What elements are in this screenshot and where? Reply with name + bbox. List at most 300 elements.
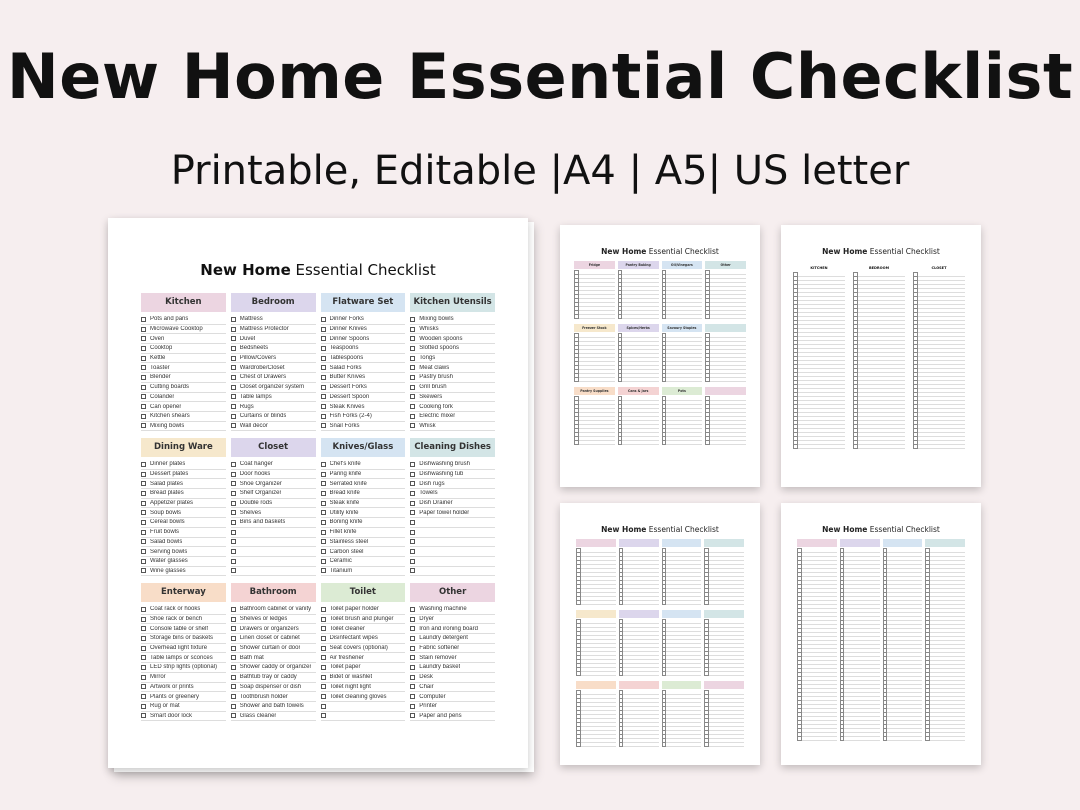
item-label: Carbon steel — [329, 548, 364, 555]
category-header: Toilet — [321, 583, 406, 602]
checkbox[interactable] — [231, 626, 236, 631]
checkbox[interactable] — [231, 491, 236, 496]
checkbox[interactable] — [141, 636, 146, 641]
checklist-item — [321, 508, 406, 518]
checkbox[interactable] — [321, 568, 326, 573]
checkbox[interactable] — [231, 327, 236, 332]
checklist-item — [321, 479, 406, 489]
item-label: Cereal bowls — [150, 519, 185, 526]
checklist-item — [321, 683, 406, 693]
checkbox[interactable] — [410, 501, 415, 506]
checkbox[interactable] — [321, 646, 326, 651]
checklist-item — [321, 692, 406, 702]
thumbnail-section-header — [619, 539, 659, 547]
category-column — [231, 583, 316, 719]
checkbox[interactable] — [231, 617, 236, 622]
item-label: Steak Knives — [329, 403, 365, 410]
checkbox[interactable] — [410, 336, 415, 341]
checkbox[interactable] — [141, 404, 146, 409]
checklist-item — [410, 470, 495, 480]
checkbox[interactable] — [231, 472, 236, 477]
checkbox[interactable] — [141, 626, 146, 631]
checkbox[interactable] — [410, 346, 415, 351]
checkbox[interactable] — [410, 626, 415, 631]
category-column — [321, 293, 406, 429]
checkbox[interactable] — [321, 684, 326, 689]
checkbox[interactable] — [321, 327, 326, 332]
thumbnail-section — [925, 539, 965, 741]
checkbox[interactable] — [141, 501, 146, 506]
category-header: Flatware Set — [321, 293, 406, 312]
item-label: Kettle — [150, 355, 166, 362]
item-label: Chair — [419, 683, 434, 690]
checkbox[interactable] — [321, 501, 326, 506]
checkbox[interactable] — [410, 491, 415, 496]
checkbox[interactable] — [231, 462, 236, 467]
checkbox[interactable] — [321, 356, 326, 361]
item-label: Chest of Drawers — [239, 374, 287, 381]
checkbox[interactable] — [410, 704, 415, 709]
thumbnail-section-header — [797, 539, 837, 547]
checkbox[interactable] — [410, 675, 415, 680]
checkbox[interactable] — [231, 646, 236, 651]
checkbox[interactable] — [321, 665, 326, 670]
category-column — [321, 583, 406, 714]
checkbox[interactable] — [141, 336, 146, 341]
thumbnail-section — [704, 610, 744, 676]
item-label: Grill brush — [419, 384, 447, 391]
thumbnail-line — [619, 743, 659, 747]
checkbox[interactable] — [231, 346, 236, 351]
checkbox[interactable] — [141, 394, 146, 399]
thumbnail-section-header: Pantry Supplies — [574, 387, 615, 395]
checkbox[interactable] — [231, 636, 236, 641]
checklist-item — [231, 373, 316, 383]
checkbox[interactable] — [321, 404, 326, 409]
checklist-item — [141, 508, 226, 518]
item-label: Plants or greenery — [150, 693, 200, 700]
checkbox[interactable] — [231, 404, 236, 409]
item-label: Drawers or organizers — [239, 625, 299, 632]
checkbox[interactable] — [321, 510, 326, 515]
checklist-item — [141, 315, 226, 325]
checkbox[interactable] — [321, 636, 326, 641]
checklist-item — [231, 683, 316, 693]
checkbox[interactable] — [321, 336, 326, 341]
checkbox[interactable] — [141, 481, 146, 486]
thumbnail-line — [704, 601, 744, 605]
checklist-item — [321, 702, 406, 712]
checklist-item — [141, 547, 226, 557]
checkbox[interactable] — [410, 404, 415, 409]
checklist-item — [141, 702, 226, 712]
item-label: Salad plates — [150, 480, 184, 487]
checkbox[interactable] — [321, 694, 326, 699]
thumbnail-section — [619, 539, 659, 605]
checkbox[interactable] — [231, 704, 236, 709]
thumbnail-section-header — [576, 539, 616, 547]
thumbnail-grid — [574, 261, 746, 450]
checklist-item — [321, 402, 406, 412]
item-label: Tablespoons — [329, 355, 364, 362]
checklist-item — [141, 363, 226, 373]
checkbox[interactable] — [231, 414, 236, 419]
checkbox[interactable] — [410, 394, 415, 399]
category-item-list — [141, 315, 226, 431]
checkbox[interactable] — [231, 694, 236, 699]
checklist-item — [410, 354, 495, 364]
thumbnail-section — [618, 324, 659, 382]
checkbox[interactable] — [141, 491, 146, 496]
thumbnail-section-header: Pots — [662, 387, 703, 395]
checklist-item — [321, 383, 406, 393]
checklist-item — [141, 653, 226, 663]
checkbox[interactable] — [410, 317, 415, 322]
checkbox[interactable] — [321, 559, 326, 564]
checkbox[interactable] — [410, 414, 415, 419]
checkbox[interactable] — [141, 462, 146, 467]
checkbox[interactable] — [141, 327, 146, 332]
item-label: Seat covers (optional) — [329, 645, 388, 652]
checkbox[interactable] — [231, 684, 236, 689]
thumbnail-blank-long-grid — [797, 539, 965, 741]
sheet-title-bold: New Home — [200, 261, 291, 279]
checklist-item — [321, 673, 406, 683]
thumbnail-line — [618, 378, 659, 382]
checkbox[interactable] — [321, 675, 326, 680]
checkbox[interactable] — [321, 375, 326, 380]
checkbox[interactable] — [141, 520, 146, 525]
item-label: Table lamps or sconces — [150, 654, 213, 661]
checklist-item — [410, 644, 495, 654]
checklist-item — [141, 460, 226, 470]
checkbox[interactable] — [410, 520, 415, 525]
checkbox[interactable] — [321, 346, 326, 351]
checklist-item — [141, 470, 226, 480]
thumbnail-section — [619, 681, 659, 747]
checkbox[interactable] — [410, 559, 415, 564]
checklist-item — [321, 624, 406, 634]
checklist-item — [410, 528, 495, 538]
item-label: Rug or mat — [150, 703, 180, 710]
thumbnail-room-grid — [793, 261, 969, 481]
checkbox[interactable] — [141, 539, 146, 544]
checkbox[interactable] — [231, 607, 236, 612]
checkbox[interactable] — [141, 423, 146, 428]
checkbox[interactable] — [231, 423, 236, 428]
checkbox[interactable] — [141, 385, 146, 390]
item-label: Snail Forks — [329, 422, 360, 429]
checkbox[interactable] — [321, 317, 326, 322]
item-label: Soap dispenser or dish — [239, 683, 302, 690]
checklist-item — [231, 528, 316, 538]
item-label: Whisk — [419, 422, 436, 429]
checkbox[interactable] — [410, 646, 415, 651]
checkbox[interactable] — [231, 394, 236, 399]
checkbox[interactable] — [141, 713, 146, 718]
category-header: Bathroom — [231, 583, 316, 602]
thumbnail-section-header — [704, 681, 744, 689]
checkbox[interactable] — [141, 655, 146, 660]
thumbnail-section — [662, 539, 702, 605]
item-label: Serrated knife — [329, 480, 367, 487]
thumbnail-room-column — [913, 261, 965, 449]
item-label: Curtains or blinds — [239, 413, 287, 420]
item-label: Titanium — [329, 567, 353, 574]
checkbox[interactable] — [410, 549, 415, 554]
item-label: Water glasses — [150, 558, 188, 565]
checkbox[interactable] — [410, 327, 415, 332]
thumbnail-section — [840, 539, 880, 741]
thumbnail-section-header: Cans & Jars — [618, 387, 659, 395]
checkbox[interactable] — [410, 423, 415, 428]
checkbox[interactable] — [410, 365, 415, 370]
item-label: Utility knife — [329, 509, 359, 516]
item-label: Shower and bath towels — [239, 703, 304, 710]
checklist-item — [410, 683, 495, 693]
checklist-item — [141, 673, 226, 683]
checkbox[interactable] — [141, 665, 146, 670]
thumbnail-line — [913, 445, 965, 449]
thumbnail-section-header — [883, 539, 923, 547]
checkbox[interactable] — [141, 646, 146, 651]
checkbox[interactable] — [231, 539, 236, 544]
item-label: Steak knife — [329, 500, 360, 507]
checklist-item — [410, 422, 495, 432]
item-label: Fabric softener — [419, 645, 460, 652]
checklist-item — [410, 634, 495, 644]
checkbox[interactable] — [231, 713, 236, 718]
checkbox[interactable] — [231, 655, 236, 660]
checkbox[interactable] — [231, 365, 236, 370]
checkbox[interactable] — [321, 472, 326, 477]
checklist-item — [410, 334, 495, 344]
checkbox[interactable] — [141, 365, 146, 370]
checkbox[interactable] — [231, 530, 236, 535]
checkbox[interactable] — [410, 472, 415, 477]
checkbox[interactable] — [141, 510, 146, 515]
checkbox[interactable] — [410, 481, 415, 486]
category-item-list — [410, 605, 495, 721]
checkbox[interactable] — [321, 549, 326, 554]
item-label: Appetizer plates — [150, 500, 194, 507]
checkbox[interactable] — [321, 462, 326, 467]
checklist-item — [410, 547, 495, 557]
checkbox[interactable] — [141, 704, 146, 709]
thumbnail-line — [704, 672, 744, 676]
checklist-item — [321, 412, 406, 422]
category-item-list — [141, 460, 226, 576]
checkbox[interactable] — [321, 655, 326, 660]
checkbox[interactable] — [321, 704, 326, 709]
checkbox[interactable] — [231, 336, 236, 341]
checklist-item — [410, 624, 495, 634]
checklist-item — [141, 393, 226, 403]
item-label: Dish rugs — [419, 480, 445, 487]
checkbox[interactable] — [231, 356, 236, 361]
sheet-title-rest: Essential Checklist — [290, 261, 436, 279]
category-column — [410, 583, 495, 719]
item-label: Printer — [419, 703, 437, 710]
thumbnail-section — [574, 324, 615, 382]
checkbox[interactable] — [141, 684, 146, 689]
checkbox[interactable] — [410, 617, 415, 622]
checklist-item — [231, 412, 316, 422]
checklist-item — [231, 354, 316, 364]
checklist-item — [410, 712, 495, 722]
checklist-item — [321, 470, 406, 480]
checkbox[interactable] — [231, 481, 236, 486]
checkbox[interactable] — [141, 617, 146, 622]
checkbox[interactable] — [410, 539, 415, 544]
thumbnail-section-header — [705, 387, 746, 395]
thumbnail-section — [662, 324, 703, 382]
checklist-item — [410, 383, 495, 393]
checkbox[interactable] — [410, 694, 415, 699]
checkbox[interactable] — [141, 346, 146, 351]
checklist-item — [141, 518, 226, 528]
checkbox[interactable] — [410, 607, 415, 612]
item-label: Dishwashing tub — [419, 471, 464, 478]
checkbox[interactable] — [410, 375, 415, 380]
checkbox[interactable] — [410, 568, 415, 573]
checklist-item — [231, 644, 316, 654]
checklist-item — [141, 354, 226, 364]
checklist-sheet-stack — [108, 218, 528, 768]
checkbox[interactable] — [321, 394, 326, 399]
checkbox[interactable] — [321, 481, 326, 486]
checkbox[interactable] — [231, 520, 236, 525]
category-item-list — [410, 315, 495, 431]
checklist-item — [231, 334, 316, 344]
thumbnail-line — [618, 441, 659, 445]
category-column — [141, 293, 226, 429]
checkbox[interactable] — [410, 462, 415, 467]
checkbox[interactable] — [231, 317, 236, 322]
checkbox[interactable] — [321, 423, 326, 428]
checkbox[interactable] — [321, 385, 326, 390]
checkbox[interactable] — [410, 385, 415, 390]
item-label: Disinfectant wipes — [329, 635, 378, 642]
checkbox[interactable] — [141, 549, 146, 554]
checklist-item — [321, 354, 406, 364]
thumbnail-line — [574, 441, 615, 445]
checkbox[interactable] — [321, 539, 326, 544]
checkbox[interactable] — [321, 607, 326, 612]
thumbnail-title — [781, 525, 981, 534]
checkbox[interactable] — [141, 675, 146, 680]
checkbox[interactable] — [410, 510, 415, 515]
item-label: Door hooks — [239, 471, 271, 478]
checklist-item — [321, 334, 406, 344]
checkbox[interactable] — [321, 520, 326, 525]
checkbox[interactable] — [231, 568, 236, 573]
checkbox[interactable] — [141, 607, 146, 612]
checkbox[interactable] — [231, 559, 236, 564]
thumbnail-room-header: CLOSET — [931, 266, 947, 270]
thumbnail-title — [560, 247, 760, 256]
item-label: Smart door lock — [150, 712, 193, 719]
thumbnail-section — [704, 539, 744, 605]
item-label: Iron and ironing board — [419, 625, 478, 632]
checkbox[interactable] — [231, 385, 236, 390]
item-label: Desk — [419, 674, 433, 681]
item-label: Whisks — [419, 326, 439, 333]
thumbnail-section-header — [662, 681, 702, 689]
checkbox[interactable] — [321, 626, 326, 631]
checkbox[interactable] — [141, 356, 146, 361]
checkbox[interactable] — [231, 510, 236, 515]
item-label: Fruit bowls — [150, 529, 180, 536]
item-label: Bins and baskets — [239, 519, 286, 526]
checkbox[interactable] — [410, 713, 415, 718]
checkbox[interactable] — [321, 530, 326, 535]
checkbox[interactable] — [321, 713, 326, 718]
checkbox[interactable] — [141, 568, 146, 573]
checkbox[interactable] — [321, 491, 326, 496]
checkbox[interactable] — [141, 317, 146, 322]
checklist-item — [141, 634, 226, 644]
checkbox[interactable] — [141, 375, 146, 380]
item-label: Cooking fork — [419, 403, 453, 410]
checkbox[interactable] — [141, 530, 146, 535]
checklist-item — [231, 499, 316, 509]
checklist-item — [410, 393, 495, 403]
checkbox[interactable] — [141, 559, 146, 564]
checkbox[interactable] — [321, 365, 326, 370]
item-label: Linen closet or cabinet — [239, 635, 300, 642]
thumbnail-room-header: BEDROOM — [868, 266, 890, 270]
checkbox[interactable] — [141, 414, 146, 419]
checklist-item — [141, 344, 226, 354]
thumbnail-line — [705, 441, 746, 445]
checkbox[interactable] — [231, 549, 236, 554]
checkbox[interactable] — [231, 665, 236, 670]
thumbnail-line — [662, 601, 702, 605]
checkbox[interactable] — [141, 694, 146, 699]
thumbnail-section-header — [619, 681, 659, 689]
category-header: Dining Ware — [141, 438, 226, 457]
item-label: Toilet cleaner — [329, 625, 365, 632]
checkbox[interactable] — [410, 655, 415, 660]
checkbox[interactable] — [410, 636, 415, 641]
category-header: Cleaning Dishes — [410, 438, 495, 457]
checklist-item — [141, 557, 226, 567]
checklist-item — [231, 422, 316, 432]
checklist-item — [141, 624, 226, 634]
checkbox[interactable] — [321, 414, 326, 419]
checkbox[interactable] — [321, 617, 326, 622]
checkbox[interactable] — [410, 665, 415, 670]
checkbox[interactable] — [410, 684, 415, 689]
checklist-item — [231, 634, 316, 644]
item-label: Computer — [419, 693, 446, 700]
category-column — [410, 293, 495, 429]
checkbox[interactable] — [231, 675, 236, 680]
checklist-item — [321, 363, 406, 373]
item-label: Towels — [419, 490, 438, 497]
checkbox[interactable] — [410, 356, 415, 361]
thumbnail-section — [662, 261, 703, 319]
item-label: Fish Forks (2-4) — [329, 413, 372, 420]
checkbox[interactable] — [410, 530, 415, 535]
category-header: Kitchen — [141, 293, 226, 312]
checkbox[interactable] — [231, 501, 236, 506]
checkbox[interactable] — [141, 472, 146, 477]
checkbox[interactable] — [231, 375, 236, 380]
item-label: Toilet paper holder — [329, 606, 379, 613]
checklist-item — [141, 528, 226, 538]
